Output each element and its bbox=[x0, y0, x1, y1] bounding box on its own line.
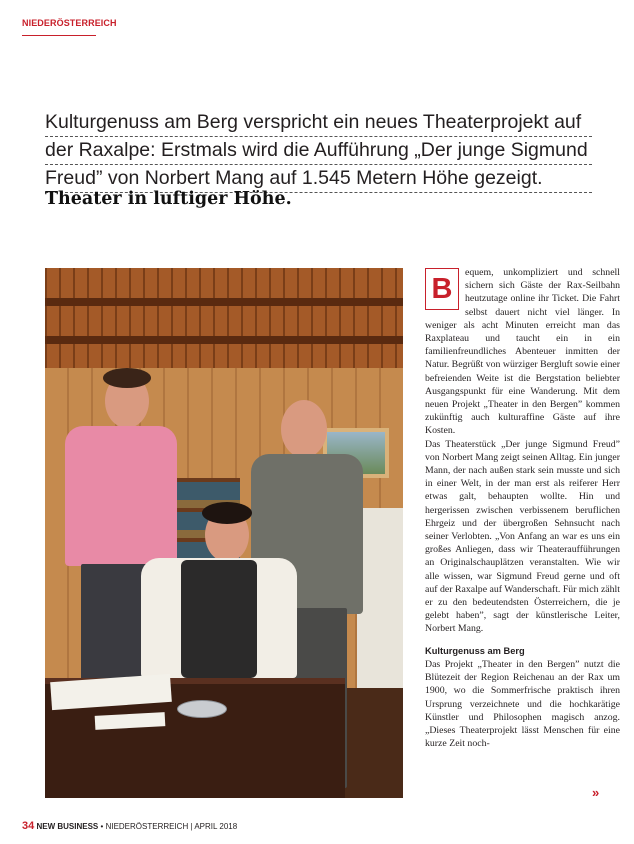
photo-ceiling bbox=[45, 268, 403, 368]
section-rule bbox=[22, 35, 96, 36]
person-hair bbox=[202, 502, 252, 524]
section-tag: NIEDERÖSTERREICH bbox=[22, 18, 117, 28]
magazine-name: NEW BUSINESS bbox=[36, 822, 99, 831]
article-headline: Theater in luftiger Höhe. bbox=[45, 189, 292, 209]
page-footer bbox=[22, 820, 237, 832]
footer-separator: • bbox=[100, 822, 104, 831]
person-head bbox=[281, 400, 327, 458]
body-subhead: Kulturgenuss am Berg bbox=[425, 645, 525, 656]
footer-divider: | bbox=[190, 822, 193, 831]
person-shirt bbox=[65, 426, 177, 566]
body-paragraph: equem, unkompliziert und schnell sichern sich Gäste der Rax-Seilbahn heutzutage online ihr Ticket. Die Fahrt selbst dauert nicht viel länger. In weniger als acht Minuten erreicht man das Raxplateau und taucht ein in ein familienfreundliches Abenteuer inmitten der Natur. Begrüßt von würziger Bergluft sowie einer befreienden Weite ist die Bergstation beliebter Ausgangspunkt für eine Wanderung. Mit dem neuen Projekt „Theater in den Bergen” kommen zukünftig auch kulturaffine Gäste auf ihre Kosten. bbox=[425, 267, 620, 437]
lead-paragraph bbox=[45, 109, 592, 193]
lead-line: Kulturgenuss am Berg verspricht ein neues Theaterprojekt auf bbox=[45, 109, 592, 137]
continue-arrow-icon: » bbox=[592, 785, 600, 800]
photo-window bbox=[357, 508, 403, 708]
photo-beam bbox=[45, 336, 403, 344]
person-vest bbox=[181, 560, 257, 678]
body-paragraph: Das Theaterstück „Der junge Sigmund Freud” von Norbert Mang zeigt seinen Alltag. Ein junger Mann, der nach außen stark sein musste und sich in einer Welt, in der man erst als reiferer Herr etwas galt, behaupten wollte. Hin und hergerissen zwischen verbissenem beruflichen Ehrgeiz und der übergroßen Sehnsucht nach seiner Verlobten. „Von Anfang an war es uns ein großes Anliegen, dass wir Theateraufführungen an Originalschauplätzen veranstalten. Wie wir alle wissen, war Sigmund Freud gerne und oft auf der Raxalpe auf Wanderschaft. Für mich zählt er zu den bedeutendsten Österreichern, die je gelebt haben”, sagt der künstlerische Leiter, Norbert Mang. bbox=[425, 438, 620, 635]
page-number: 34 bbox=[22, 820, 35, 832]
photo-ashtray bbox=[177, 700, 227, 718]
drop-cap: B bbox=[425, 268, 459, 310]
body-paragraph: Das Projekt „Theater in den Bergen” nutzt die Blütezeit der Region Reichenau an der Rax um 1900, wo die Sommerfrische praktisch ihren Ursprung verzeichnete und die hochkarätige Künstler und Philosophen magisch anzog. „Dieses Theaterprojekt lässt Menschen für eine kurze Zeit noch- bbox=[425, 658, 620, 750]
lead-line: der Raxalpe: Erstmals wird die Aufführung „Der junge Sigmund bbox=[45, 137, 592, 165]
person-hair bbox=[103, 368, 151, 388]
article-body bbox=[425, 266, 620, 750]
lead-line: Freud” von Norbert Mang auf 1.545 Metern Höhe gezeigt. bbox=[45, 165, 592, 193]
article-photo bbox=[45, 268, 403, 798]
photo-beam bbox=[45, 298, 403, 306]
footer-section: NIEDERÖSTERREICH bbox=[105, 822, 189, 831]
footer-issue: APRIL 2018 bbox=[194, 822, 238, 831]
